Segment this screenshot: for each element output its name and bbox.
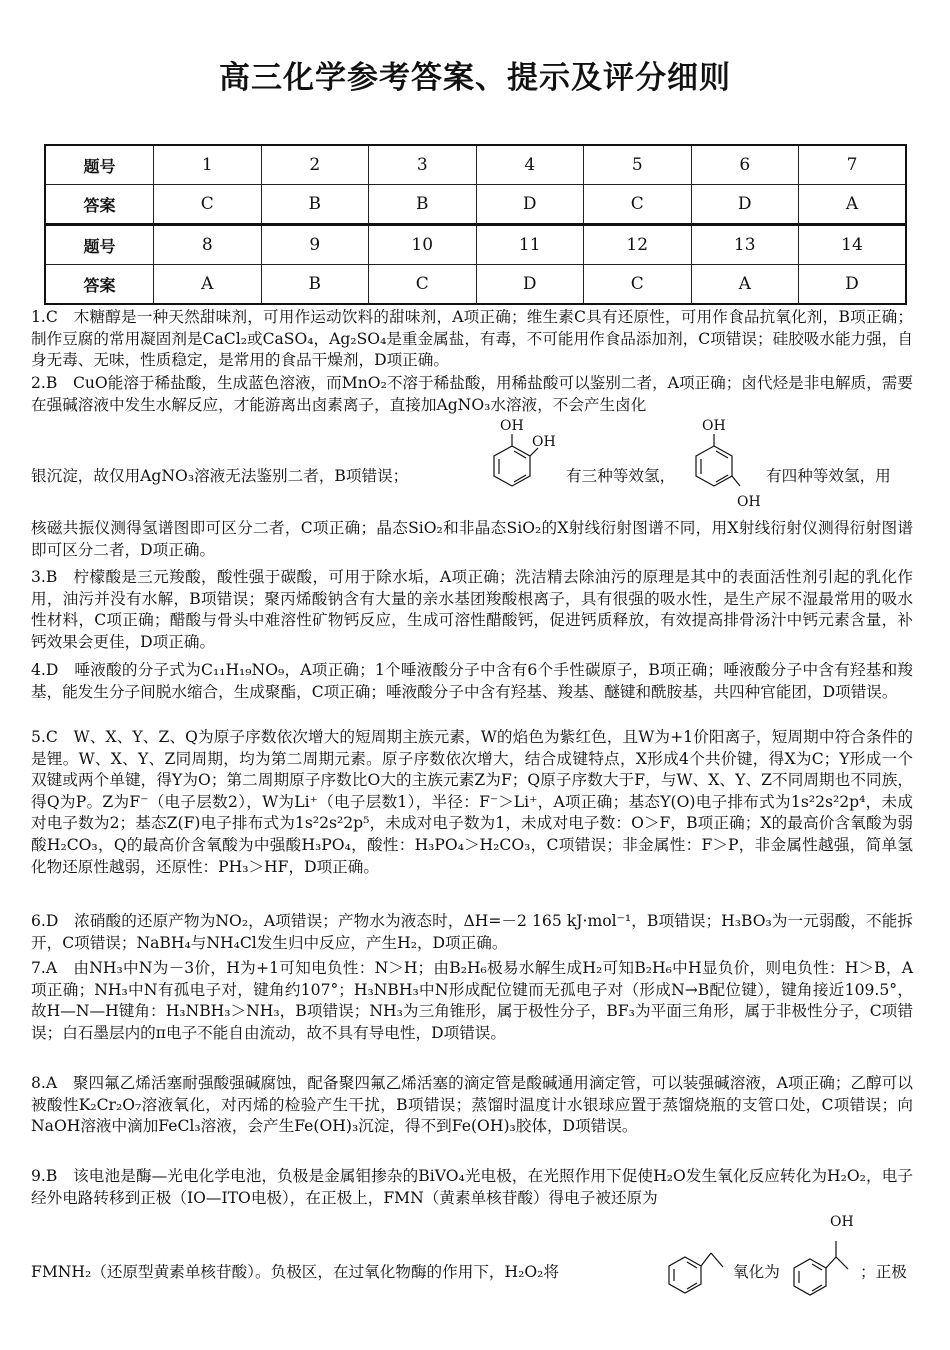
answer-item-8	[31, 1073, 913, 1138]
question-number-row	[45, 145, 906, 185]
answer-row	[45, 185, 906, 225]
q-cell: 14	[799, 225, 907, 265]
answer-item-7	[31, 958, 913, 1044]
answer-text: 4.D 唾液酸的分子式为C₁₁H₁₉NO₉，A项正确；1个唾液酸分子中含有6个手性碳原子，B项正确；唾液酸分子中含有羟基和羧基，能发生分子间脱水缩合，生成聚酯，C项正确；唾液酸分子中含有羟基、羧基、醚键和酰胺基，共四种官能团，D项错误。	[31, 661, 913, 701]
question-number-row	[45, 225, 906, 265]
answer-text: 有三种等效氢，	[566, 467, 676, 485]
answer-item-9-text3	[860, 1262, 920, 1284]
q-cell: 6	[691, 145, 799, 185]
a-cell: C	[584, 185, 692, 225]
answer-text: 银沉淀，故仅用AgNO₃溶液无法鉴别二者，B项错误；	[31, 467, 409, 485]
answer-table-2	[44, 224, 907, 305]
answer-item-3	[31, 567, 913, 653]
q-cell: 8	[154, 225, 262, 265]
oh-label: OH	[702, 418, 726, 434]
a-cell: A	[154, 265, 262, 305]
q-cell: 11	[476, 225, 584, 265]
answer-row	[45, 265, 906, 305]
answer-text: 9.B 该电池是酶—光电化学电池，负极是金属钼掺杂的BiVO₄光电极，在光照作用下促使H₂O发生氧化反应转化为H₂O₂，电子经外电路转移到正极（IO—ITO电极），在正极上，FMN（黄素单核苷酸）得电子被还原为	[31, 1167, 913, 1207]
q-cell: 13	[691, 225, 799, 265]
a-cell: C	[584, 265, 692, 305]
header-cell: 题号	[45, 225, 154, 265]
answer-text: 有四种等效氢，用	[766, 467, 891, 485]
header-cell: 答案	[45, 265, 154, 305]
q-cell: 12	[584, 225, 692, 265]
a-cell: B	[261, 185, 369, 225]
answer-item-4	[31, 660, 913, 703]
oh-label: OH	[532, 434, 556, 450]
ethylbenzene-structure	[665, 1245, 735, 1295]
a-cell: A	[799, 185, 907, 225]
page-title: 高三化学参考答案、提示及评分细则	[219, 60, 731, 96]
answer-item-9	[31, 1166, 913, 1209]
answer-item-2-text3	[766, 466, 916, 488]
q-cell: 4	[476, 145, 584, 185]
answer-text: 1.C 木糖醇是一种天然甜味剂，可用作运动饮料的甜味剂，A项正确；维生素C具有还原性，可用作食品抗氧化剂，B项正确；制作豆腐的常用凝固剂是CaCl₂或CaSO₄，Ag₂SO₄是重金属盐，有毒，不可能用作食品添加剂，C项错误；硅胶吸水能力强，自身无毒、无味，性质稳定，是常用的食品干燥剂，D项正确。	[31, 308, 913, 370]
a-cell: B	[261, 265, 369, 305]
answer-item-2-cont	[31, 518, 913, 561]
answer-text: ；正极	[860, 1263, 907, 1281]
q-cell: 1	[154, 145, 262, 185]
q-cell: 9	[261, 225, 369, 265]
answer-item-9-text2	[733, 1262, 793, 1284]
q-cell: 7	[799, 145, 907, 185]
catechol-structure	[480, 418, 570, 498]
answer-text: 核磁共振仪测得氢谱图即可区分二者，C项正确；晶态SiO₂和非晶态SiO₂的X射线衍射图谱不同，用X射线衍射仪测得衍射图谱即可区分二者，D项正确。	[31, 519, 913, 559]
oh-label: OH	[830, 1214, 854, 1230]
answer-text: 8.A 聚四氟乙烯活塞耐强酸强碱腐蚀，配备聚四氟乙烯活塞的滴定管是酸碱通用滴定管，可以装强碱溶液，A项正确；乙醇可以被酸性K₂Cr₂O₇溶液氧化，对丙烯的检验产生干扰，B项错误；蒸馏时温度计水银球应置于蒸馏烧瓶的支管口处，C项错误；向NaOH溶液中滴加FeCl₃溶液，会产生Fe(OH)₃沉淀，得不到Fe(OH)₃胶体，D项错误。	[31, 1074, 913, 1136]
q-cell: 5	[584, 145, 692, 185]
answer-table-1	[44, 144, 907, 225]
a-cell: A	[691, 265, 799, 305]
q-cell: 3	[369, 145, 477, 185]
answer-item-6	[31, 911, 913, 954]
oh-label: OH	[737, 494, 761, 510]
a-cell: B	[369, 185, 477, 225]
answer-text: 6.D 浓硝酸的还原产物为NO₂，A项错误；产物水为液态时，ΔH=－2 165 kJ·mol⁻¹，B项错误；H₃BO₃为一元弱酸，不能拆开，C项错误；NaBH₄与NH₄Cl发生归中反应，产生H₂，D项正确。	[31, 912, 913, 952]
a-cell: D	[691, 185, 799, 225]
answer-text: 5.C W、X、Y、Z、Q为原子序数依次增大的短周期主族元素，W的焰色为紫红色，且W为+1价阳离子，短周期中符合条件的是锂。W、X、Y、Z同周期，均为第二周期元素。原子序数依次增大，结合成键特点，X形成4个共价键，得X为C；Y形成一个双键或两个单键，得Y为O；第二周期原子序数比O大的主族元素Z为F；Q原子序数大于F，与W、X、Y、Z不同周期也不同族，得Q为P。Z为F⁻（电子层数2），W为Li⁺（电子层数1），半径：F⁻＞Li⁺，A项正确；基态Y(O)电子排布式为1s²2s²2p⁴，未成对电子数为2；基态Z(F)电子排布式为1s²2s²2p⁵，未成对电子数为1，未成对电子数：O＞F，B项正确；X的最高价含氧酸为弱酸H₂CO₃，Q的最高价含氧酸为中强酸H₃PO₄，酸性：H₃PO₄＞H₂CO₃，C项错误；非金属性：F＞P，非金属性越强，简单氢化物还原性越弱，还原性：PH₃＞HF，D项正确。	[31, 728, 913, 876]
answer-item-1	[31, 307, 913, 372]
a-cell: D	[476, 265, 584, 305]
answer-text: 3.B 柠檬酸是三元羧酸，酸性强于碳酸，可用于除水垢，A项正确；洗洁精去除油污的原理是其中的表面活性剂引起的乳化作用，油污并没有水解，B项错误；聚丙烯酸钠含有大量的亲水基团羧酸根离子，具有很强的吸水性，是生产尿不湿最常用的吸水性材料，C项正确；醋酸与骨头中难溶性矿物钙反应，生成可溶性醋酸钙，促进钙质释放，有效提高排骨汤汁中钙元素含量，补钙效果会更佳，D项正确。	[31, 568, 913, 651]
answer-text: 7.A 由NH₃中N为－3价，H为+1可知电负性：N＞H；由B₂H₆极易水解生成H₂可知B₂H₆中H显负价，则电负性：H＞B，A项正确；NH₃中N有孤电子对，键角约107°；H₃NBH₃中N形成配位键而无孤电子对（形成N→B配位键），键角接近109.5°，故H—N—H键角：H₃NBH₃＞NH₃，B项错误；NH₃为三角锥形，属于极性分子，BF₃为平面三角形，属于非极性分子，C项错误；白石墨层内的π电子不能自由流动，故不具有导电性，D项错误。	[31, 959, 913, 1042]
a-cell: C	[369, 265, 477, 305]
answer-text: 2.B CuO能溶于稀盐酸，生成蓝色溶液，而MnO₂不溶于稀盐酸，用稀盐酸可以鉴别二者，A项正确；卤代烃是非电解质，需要在强碱溶液中发生水解反应，才能游离出卤素离子，直接加AgNO₃水溶液，不会产生卤化	[31, 374, 913, 414]
oh-label: OH	[500, 418, 524, 434]
a-cell: D	[476, 185, 584, 225]
header-cell: 答案	[45, 185, 154, 225]
q-cell: 2	[261, 145, 369, 185]
a-cell: C	[154, 185, 262, 225]
header-cell: 题号	[45, 145, 154, 185]
answer-text: FMNH₂（还原型黄素单核苷酸）。负极区，在过氧化物酶的作用下，H₂O₂将	[31, 1263, 559, 1281]
answer-item-5	[31, 727, 913, 878]
answer-item-2	[31, 373, 913, 416]
phenylethanol-structure	[790, 1235, 860, 1297]
answer-text: 氧化为	[733, 1263, 780, 1281]
q-cell: 10	[369, 225, 477, 265]
a-cell: D	[799, 265, 907, 305]
